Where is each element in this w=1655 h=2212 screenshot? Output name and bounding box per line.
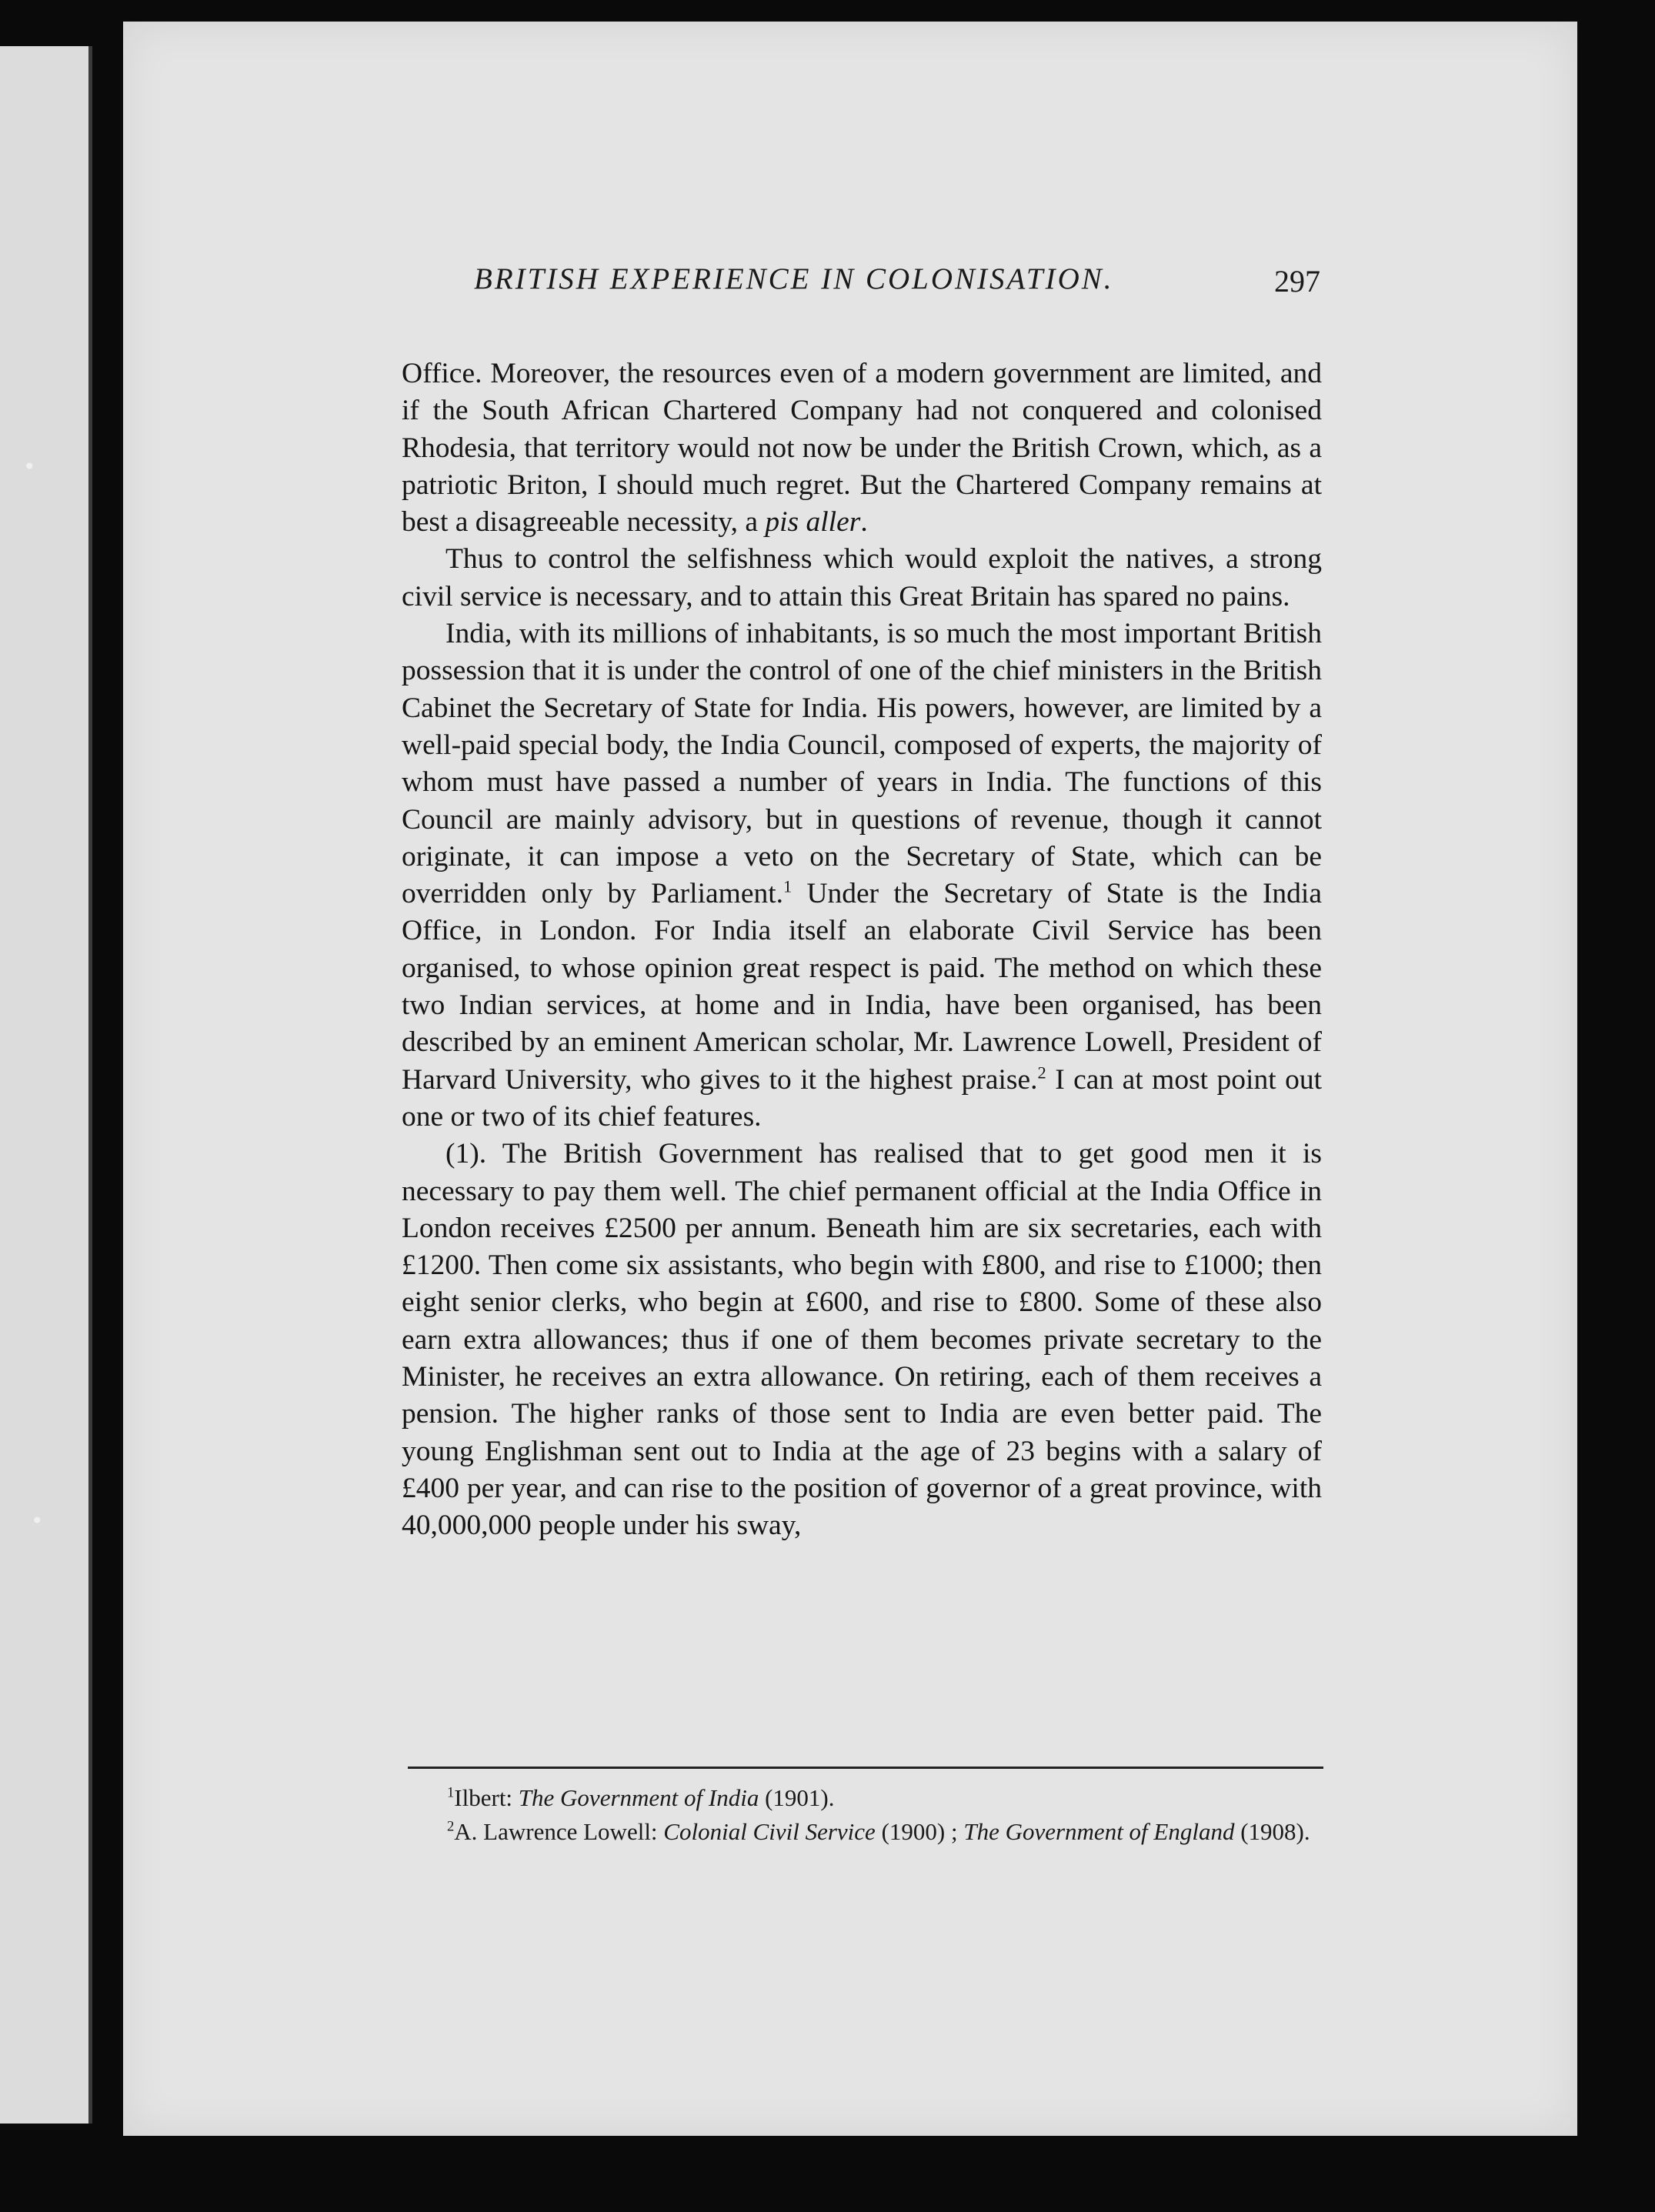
paragraph-3 [402, 616, 1322, 1136]
footnote-1-marker: 1 [447, 1784, 455, 1801]
footnote-1-title: The Government of India [518, 1784, 759, 1811]
paragraph-3-text-b: Under the Secretary of State is the India Office, in London. For India itself an elaborate Civil Service has been organised, to whose opinion great respect is paid. The method on which these two Indian services, at home and in India, have been organised, has been described by an eminent American scholar, Mr. Lawrence Lowell, President of Harvard University, who gives to it the highest praise. [402, 878, 1322, 1096]
paragraph-3-text-a: India, with its millions of inhabitants, is so much the most important British possession that it is under the control of one of the chief ministers in the British Cabinet the Secretary of State for India. His powers, however, are limited by a well-paid special body, the India Council, composed of experts, the majority of whom must have passed a number of years in India. The functions of this Council are mainly advisory, but in questions of revenue, though it cannot originate, it can impose a veto on the Secretary of State, which can be overridden only by Parliament. [402, 618, 1322, 910]
paragraph-4: (1). The British Government has realised that to get good men it is necessary to pay them well. The chief permanent official at the India Office in London receives £2500 per annum. Beneath him are six secretaries, each with £1200. Then come six assistants, who begin with £800, and rise to £1000; then eight senior clerks, who begin at £600, and rise to £800. Some of these also earn extra allowances; thus if one of them becomes private secretary to the Minister, he receives an extra allowance. On retiring, each of them receives a pension. The higher ranks of those sent to India are even better paid. The young Englishman sent out to India at the age of 23 begins with a salary of £400 per year, and can rise to the position of governor of a great province, with 40,000,000 people under his sway, [402, 1138, 1322, 1542]
paragraph-1 [402, 355, 1322, 541]
margin-speck: • [23, 454, 36, 479]
footnote-2-title-a: Colonial Civil Service [663, 1818, 876, 1845]
footnote-1-author: Ilbert: [454, 1784, 519, 1811]
footnote-2-year-b: (1908). [1234, 1818, 1310, 1845]
italic-phrase: pis aller [765, 506, 861, 539]
footnote-ref-1: 1 [783, 876, 792, 896]
paragraph-3-text-c: I can at most point out one or two of its chief features. [402, 1063, 1322, 1133]
footnote-rule [408, 1767, 1323, 1769]
running-title: BRITISH EXPERIENCE IN COLONISATION. [474, 262, 1114, 295]
footnotes [403, 1783, 1323, 1851]
body-text [402, 355, 1322, 1545]
footnote-2-title-b: The Government of England [963, 1818, 1235, 1845]
gutter-shadow [88, 46, 92, 2124]
footnote-2 [403, 1817, 1323, 1847]
footnote-1 [403, 1783, 1323, 1813]
footnote-ref-2: 2 [1037, 1063, 1046, 1083]
footnote-2-author: A. Lawrence Lowell: [454, 1818, 664, 1845]
paragraph-2: Thus to control the selfishness which would exploit the natives, a strong civil service is necessary, and to attain this Great Britain has spared no pains. [402, 543, 1322, 612]
page-number: 297 [1274, 264, 1320, 299]
paragraph-1-text: Office. Moreover, the resources even of a modern government are limited, and if the South African Chartered Company had not conquered and colonised Rhodesia, that territory would not now be under the British Crown, which, as a patriotic Briton, I should much regret. But the Chartered Company remains at best a disagreeable necessity, a [402, 358, 1322, 539]
margin-speck: • [31, 1508, 44, 1533]
footnote-2-year-a: (1900) ; [875, 1818, 964, 1845]
paragraph-1-end: . [860, 506, 868, 539]
footnote-2-marker: 2 [447, 1818, 455, 1835]
running-head [359, 262, 1320, 308]
facing-page-edge [0, 46, 88, 2124]
footnote-1-year: (1901). [759, 1784, 835, 1811]
